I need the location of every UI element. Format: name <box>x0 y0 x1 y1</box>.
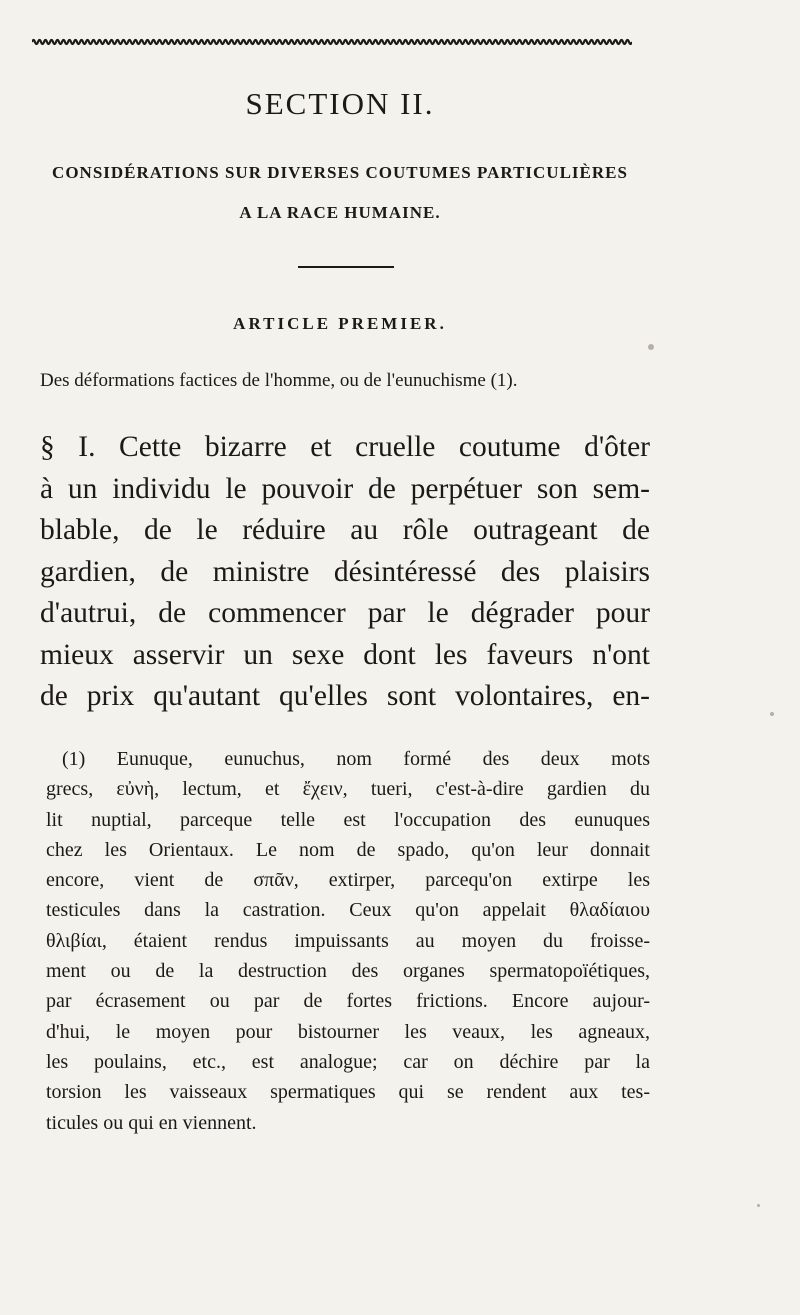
footnote-line: ment ou de la destruction des organes spermatopoïétiques, <box>46 960 650 983</box>
paper-speck <box>770 712 774 716</box>
footnote-line: torsion les vaisseaux spermatiques qui se rendent aux tes- <box>46 1081 650 1104</box>
divider-rule <box>298 266 394 268</box>
section-subtitle-line-2: A LA RACE HUMAINE. <box>239 203 441 222</box>
decorative-ornament-rule <box>32 38 632 46</box>
footnote-line: encore, vient de σπᾶν, extirper, parcequ'on extirpe les <box>46 869 650 892</box>
body-paragraph <box>40 427 650 718</box>
ornament-wave <box>32 40 632 44</box>
ornament-svg <box>32 38 632 46</box>
footnote-line: les poulains, etc., est analogue; car on déchire par la <box>46 1050 650 1073</box>
footnote <box>46 744 650 1138</box>
footnote-line: d'hui, le moyen pour bistourner les veaux, les agneaux, <box>46 1020 650 1043</box>
footnote-line: lit nuptial, parceque telle est l'occupation des eunuques <box>46 808 650 831</box>
body-line: de prix qu'autant qu'elles sont volontaires, en- <box>40 680 650 712</box>
article-title: ARTICLE PREMIER. <box>233 314 447 333</box>
footnote-line: testicules dans la castration. Ceux qu'on appelait θλαδίαιου <box>46 899 650 922</box>
footnote-line: grecs, εὐνὴ, lectum, et ἔχειν, tueri, c'est-à-dire gardien du <box>46 778 650 801</box>
section-title: SECTION II. <box>245 86 435 121</box>
footnote-line: ticules ou qui en viennent. <box>46 1111 257 1134</box>
footnote-line: chez les Orientaux. Le nom de spado, qu'on leur donnait <box>46 838 650 861</box>
footnote-line: (1) Eunuque, eunuchus, nom formé des deux mots <box>62 748 650 770</box>
body-line: à un individu le pouvoir de perpétuer son sem- <box>40 472 650 505</box>
article-subtitle: Des déformations factices de l'homme, ou de l'eunuchisme (1). <box>40 370 518 391</box>
paper-speck <box>757 1204 760 1207</box>
footnote-line: θλιβίαι, étaient rendus impuissants au moyen du froisse- <box>46 929 650 952</box>
body-line: blable, de le réduire au rôle outrageant de <box>40 514 650 546</box>
body-line: gardien, de ministre désintéressé des plaisirs <box>40 555 650 588</box>
footnote-line: par écrasement ou par de fortes frictions. Encore aujour- <box>46 990 650 1013</box>
paper-speck <box>648 344 654 350</box>
section-subtitle-line-1: CONSIDÉRATIONS SUR DIVERSES COUTUMES PARTICULIÈRES <box>52 163 628 182</box>
body-line: § I. Cette bizarre et cruelle coutume d'ôter <box>40 431 650 463</box>
body-line: mieux asservir un sexe dont les faveurs n'ont <box>40 638 650 671</box>
body-line: d'autrui, de commencer par le dégrader pour <box>40 597 650 629</box>
